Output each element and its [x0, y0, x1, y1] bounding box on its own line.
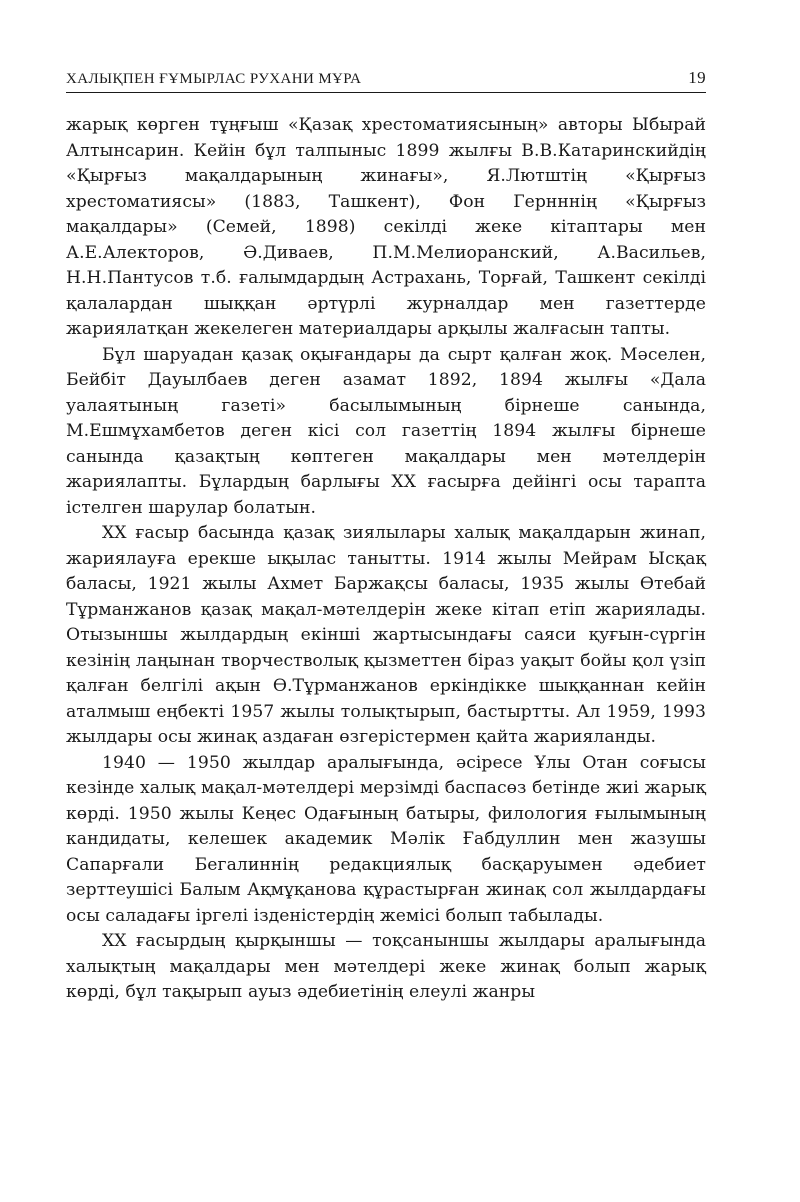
- paragraph-continued: жарық көрген тұңғыш «Қазақ хрестоматиясының» авторы Ыбырай Алтынсарин. Кейін бұл талпыныс 1899 жылғы В.В.Катаринскийдің «Қырғыз мақалдарының жинағы», Я.Лютштің «Қырғыз хрестоматиясы» (1883, Ташкент), Фон Гернннің «Қырғыз мақалдары» (Семей, 1898) секілді жеке кітаптары мен А.Е.Алекторов, Ә.Диваев, П.М.Мелиоранский, А.Васильев, Н.Н.Пантусов т.б. ғалымдардың Астрахань, Торғай, Ташкент секілді қалалардан шыққан әртүрлі журналдар мен газеттерде жариялатқан жекелеген материалдары арқылы жалғасын тапты.: [66, 115, 706, 339]
- book-page: [66, 68, 706, 1006]
- paragraph: XX ғасыр басында қазақ зиялылары халық мақалдарын жинап, жариялауға ерекше ықылас танытты. 1914 жылы Мейрам Ысқақ баласы, 1921 жылы Ахмет Баржақсы баласы, 1935 жылы Өтебай Тұрманжанов қазақ мақал-мәтелдерін жеке кітап етіп жариялады. Отызыншы жылдардың екінші жартысындағы саяси қуғын-сүргін кезінің лаңынан творчестволық қызметтен біраз уақыт бойы қол үзіп қалған белгілі ақын Ө.Тұрманжанов еркіндікке шыққаннан кейін аталмыш еңбекті 1957 жылы толықтырып, бастыртты. Ал 1959, 1993 жылдары осы жинақ аздаған өзгерістермен қайта жарияланды.: [66, 523, 706, 747]
- running-header: [66, 68, 706, 93]
- paragraph: XX ғасырдың қырқыншы — тоқсаныншы жылдары аралығында халықтың мақалдары мен мәтелдері жеке жинақ болып жарық көрді, бұл тақырып ауыз әдебиетінің елеулі жанры: [66, 931, 706, 1002]
- body-text: [66, 113, 706, 1006]
- running-title: ХАЛЫҚПЕН ҒҰМЫРЛАС РУХАНИ МҰРА: [66, 71, 362, 87]
- page-number: 19: [688, 68, 706, 87]
- paragraph: 1940 — 1950 жылдар аралығында, әсіресе Ұлы Отан соғысы кезінде халық мақал-мәтелдері мерзімді баспасөз бетінде жиі жарық көрді. 1950 жылы Кеңес Одағының батыры, филология ғылымының кандидаты, келешек академик Мәлік Ғабдуллин мен жазушы Сапарғали Бегалиннің редакциялық басқаруымен әдебиет зерттеушісі Балым Ақмұқанова құрастырған жинақ сол жылдардағы осы саладағы іргелі ізденістердің жемісі болып табылады.: [66, 752, 706, 926]
- paragraph: Бұл шаруадан қазақ оқығандары да сырт қалған жоқ. Мәселен, Бейбіт Дауылбаев деген азамат 1892, 1894 жылғы «Дала уалаятының газеті» басылымының бірнеше санында, М.Ешмұхамбетов деген кісі сол газеттің 1894 жылғы бірнеше санында қазақтың көптеген мақалдары мен мәтелдерін жариялапты. Бұлардың барлығы XX ғасырға дейінгі осы тарапта істелген шарулар болатын.: [66, 344, 706, 518]
